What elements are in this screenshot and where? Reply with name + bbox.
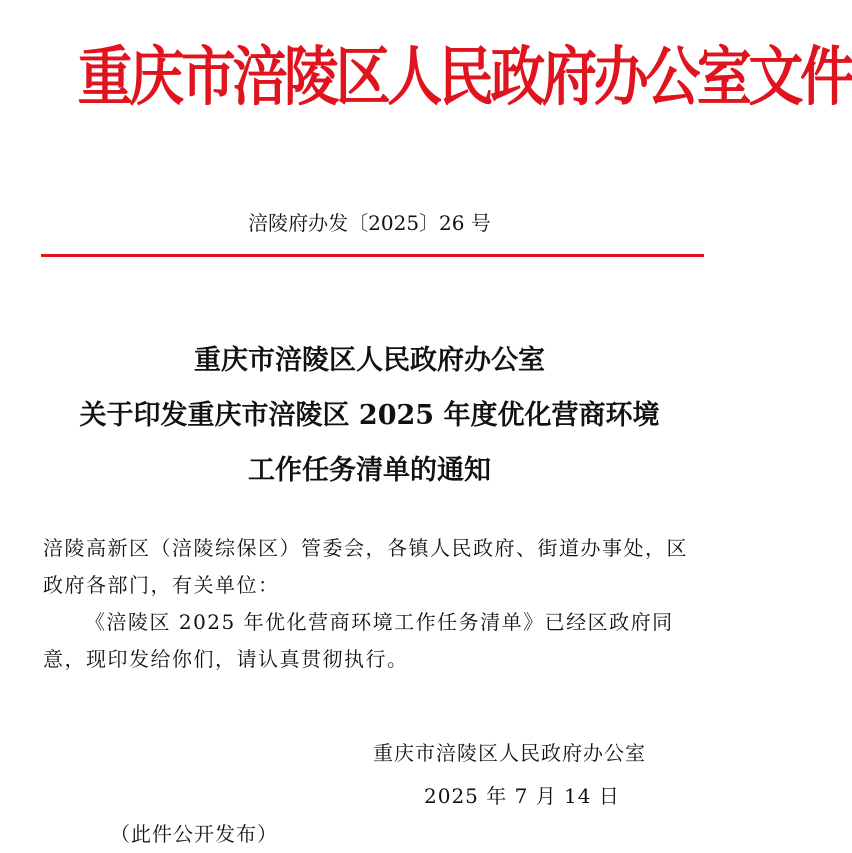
- signature-organization: 重庆市涪陵区人民政府办公室: [373, 741, 646, 765]
- document-header-title: 重庆市涪陵区人民政府办公室文件: [77, 41, 852, 115]
- body-paragraph: 《涪陵区 2025 年优化营商环境工作任务清单》已经区政府同意，现印发给你们，请认真贯彻执行。: [43, 610, 674, 671]
- publication-note: （此件公开发布）: [110, 822, 278, 846]
- notice-title-line-3: 工作任务清单的通知: [248, 455, 491, 486]
- notice-title-line-2: 关于印发重庆市涪陵区 2025 年度优化营商环境: [79, 400, 660, 431]
- signature-date: 2025 年 7 月 14 日: [424, 784, 620, 808]
- red-divider-rule: [41, 254, 704, 257]
- document-number: 涪陵府办发〔2025〕26 号: [248, 211, 491, 235]
- salutation: 涪陵高新区（涪陵综保区）管委会，各镇人民政府、街道办事处，区政府各部门，有关单位：: [43, 536, 688, 597]
- notice-title: [0, 333, 739, 498]
- notice-body: [43, 530, 708, 678]
- notice-title-line-1: 重庆市涪陵区人民政府办公室: [194, 345, 545, 376]
